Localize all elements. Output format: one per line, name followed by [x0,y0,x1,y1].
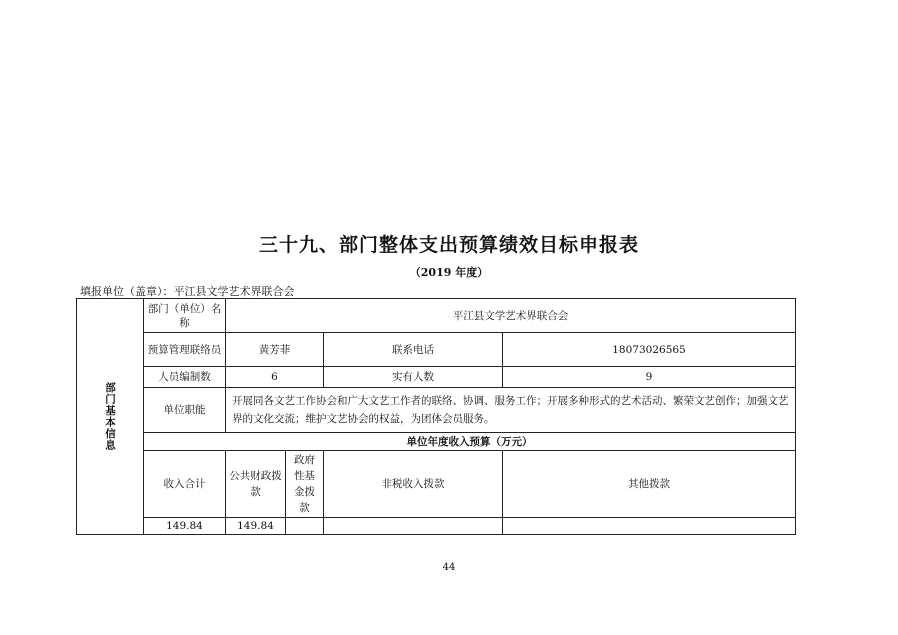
actual-label: 实有人数 [324,367,503,388]
val-income-total: 149.84 [144,518,226,535]
dept-name-value: 平江县文学艺术界联合会 [226,299,796,333]
page-title: 三十九、部门整体支出预算绩效目标申报表 [258,234,639,256]
val-other [503,518,796,535]
page-subtitle: （2019 年度） [409,266,489,279]
col-public-finance: 公共财政拨款 [226,451,286,518]
phone-label: 联系电话 [324,333,503,367]
contact-value: 黄芳菲 [226,333,324,367]
col-gov-fund: 政府性基金拨款 [286,451,324,518]
budget-table [76,298,796,535]
filler-label: 填报单位（盖章）： [80,285,174,298]
col-income-total: 收入合计 [144,451,226,518]
duty-value: 开展同各文艺工作协会和广大文艺工作者的联络、协调、服务工作；开展多种形式的艺术活动、繁荣文艺创作；加强文艺界的文化交流；维护文艺协会的权益，为团体会员服务。 [226,388,796,433]
filler-line [80,283,295,299]
staff-value: 6 [226,367,324,388]
staff-label: 人员编制数 [144,367,226,388]
col-other: 其他拨款 [503,451,796,518]
income-header: 单位年度收入预算（万元） [144,433,796,451]
page-number: 44 [442,562,456,573]
section-label-cell [77,299,144,535]
val-public-finance: 149.84 [226,518,286,535]
val-gov-fund [286,518,324,535]
filler-value: 平江县文学艺术界联合会 [173,285,295,298]
col-nontax: 非税收入拨款 [324,451,503,518]
dept-name-label: 部门（单位）名称 [144,299,226,333]
section-label: 部门基本信息 [104,382,116,451]
val-nontax [324,518,503,535]
actual-value: 9 [503,367,796,388]
contact-label: 预算管理联络员 [144,333,226,367]
duty-label: 单位职能 [144,388,226,433]
phone-value: 18073026565 [503,333,796,367]
